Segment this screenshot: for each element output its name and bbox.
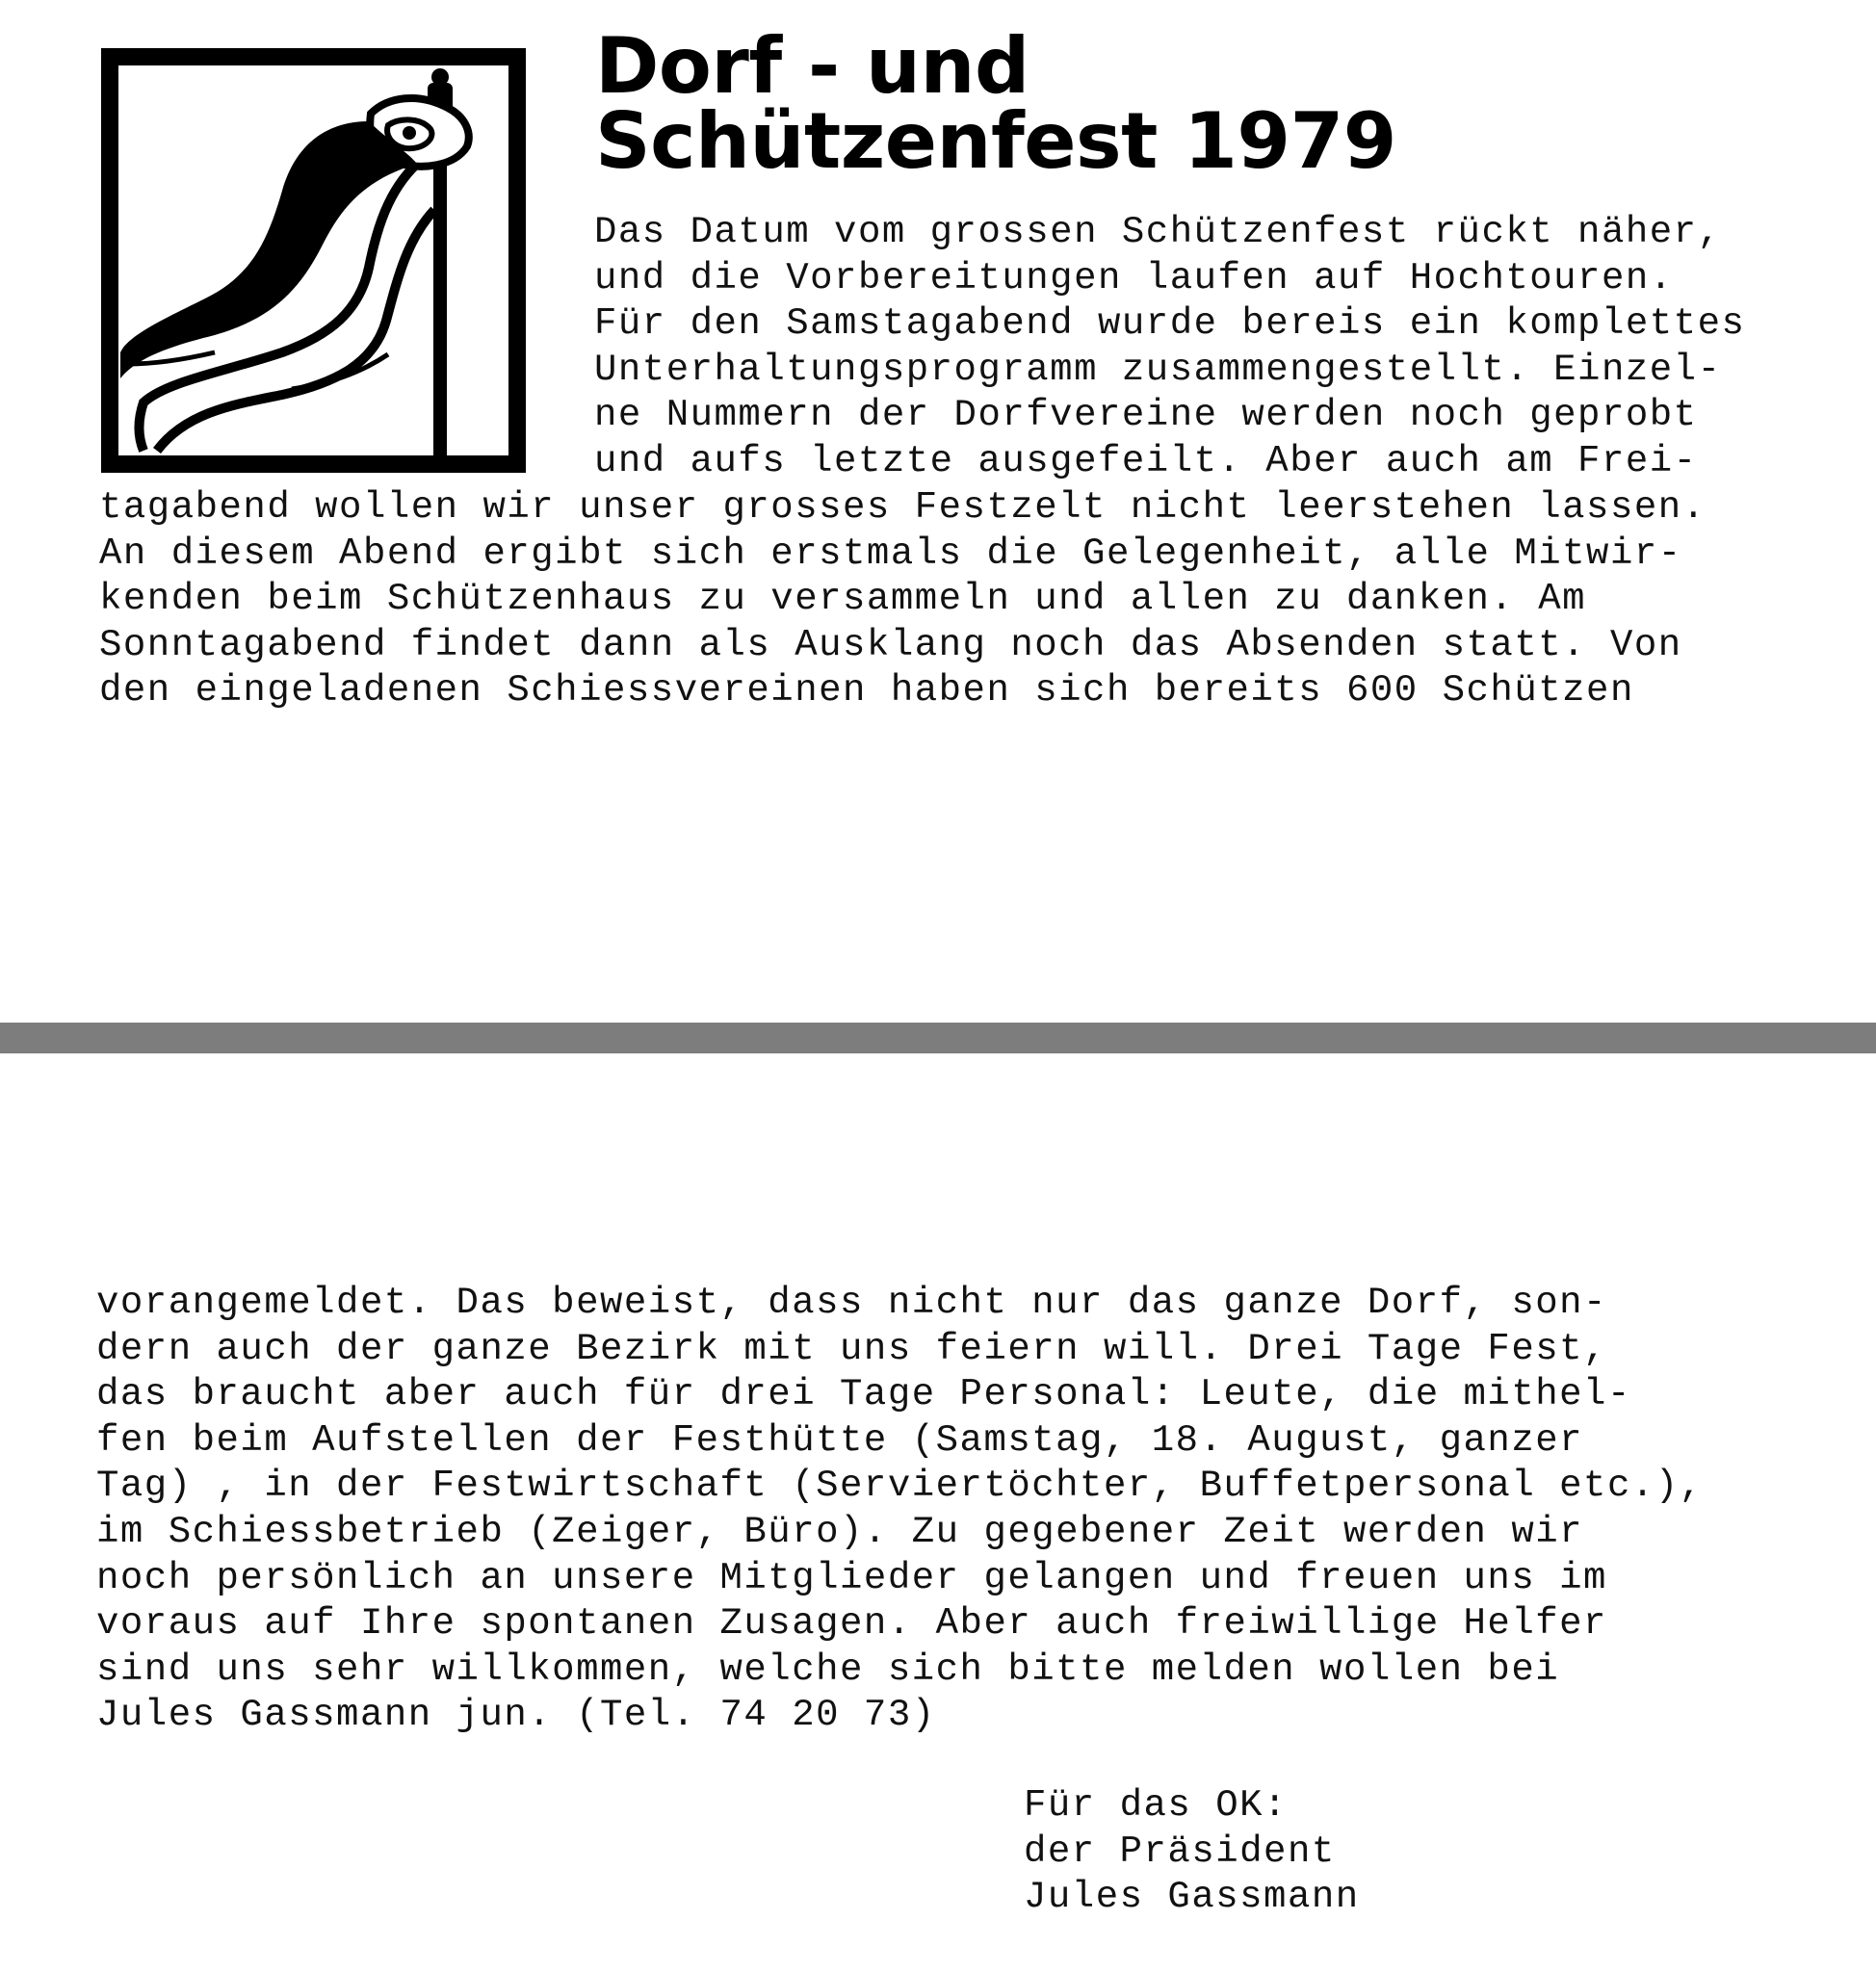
- text-line: und aufs letzte ausgefeilt. Aber auch am Frei-: [594, 439, 1698, 482]
- text-line: Das Datum vom grossen Schützenfest rückt näher,: [594, 211, 1722, 253]
- text-line: Für den Samstagabend wurde bereis ein komplettes: [594, 302, 1746, 346]
- flag-banner-logo: [99, 46, 528, 475]
- text-line: fen beim Aufstellen der Festhütte (Samstag, 18. August, ganzer: [96, 1418, 1584, 1462]
- text-line: Unterhaltungsprogramm zusammengestellt. Einzel-: [594, 348, 1722, 391]
- text-line: Sonntagabend findet dann als Ausklang noch das Absenden statt. Von: [99, 623, 1682, 666]
- text-line: voraus auf Ihre spontanen Zusagen. Aber auch freiwillige Helfer: [96, 1602, 1607, 1646]
- text-line: das braucht aber auch für drei Tage Personal: Leute, die mithel-: [96, 1373, 1631, 1416]
- article-title: [595, 21, 1396, 186]
- text-line: kenden beim Schützenhaus zu versammeln und allen zu danken. Am: [99, 578, 1587, 621]
- flag-banner-icon: [99, 46, 528, 475]
- text-line: An diesem Abend ergibt sich erstmals die Gelegenheit, alle Mitwir-: [99, 532, 1682, 575]
- text-line: tagabend wollen wir unser grosses Festzelt nicht leerstehen lassen.: [99, 486, 1707, 529]
- text-line: noch persönlich an unsere Mitglieder gelangen und freuen uns im: [96, 1556, 1607, 1599]
- signature-line: Jules Gassmann: [1024, 1876, 1360, 1919]
- text-line: dern auch der ganze Bezirk mit uns feiern will. Drei Tage Fest,: [96, 1327, 1607, 1370]
- signature-line: der Präsident: [1024, 1829, 1336, 1873]
- continued-paragraph: [99, 485, 1707, 714]
- signature-line: Für das OK:: [1024, 1784, 1288, 1827]
- text-line: Tag) , in der Festwirtschaft (Serviertöchter, Buffetpersonal etc.),: [96, 1465, 1704, 1508]
- lower-paragraph: [96, 1281, 1704, 1739]
- page-separator: [0, 1023, 1876, 1053]
- title-line-2: Schützenfest 1979: [595, 96, 1396, 186]
- text-line: den eingeladenen Schiessvereinen haben sich bereits 600 Schützen: [99, 669, 1634, 713]
- text-line: vorangemeldet. Das beweist, dass nicht nur das ganze Dorf, son-: [96, 1282, 1607, 1324]
- intro-paragraph: [594, 210, 1745, 485]
- text-line: ne Nummern der Dorfvereine werden noch geprobt: [594, 394, 1698, 437]
- text-line: und die Vorbereitungen laufen auf Hochtouren.: [594, 256, 1674, 299]
- text-line: Jules Gassmann jun. (Tel. 74 20 73): [96, 1694, 936, 1737]
- text-line: im Schiessbetrieb (Zeiger, Büro). Zu gegebener Zeit werden wir: [96, 1510, 1584, 1553]
- text-line: sind uns sehr willkommen, welche sich bitte melden wollen bei: [96, 1648, 1560, 1691]
- signature-block: [1024, 1783, 1360, 1921]
- title-line-1: Dorf - und: [595, 21, 1029, 111]
